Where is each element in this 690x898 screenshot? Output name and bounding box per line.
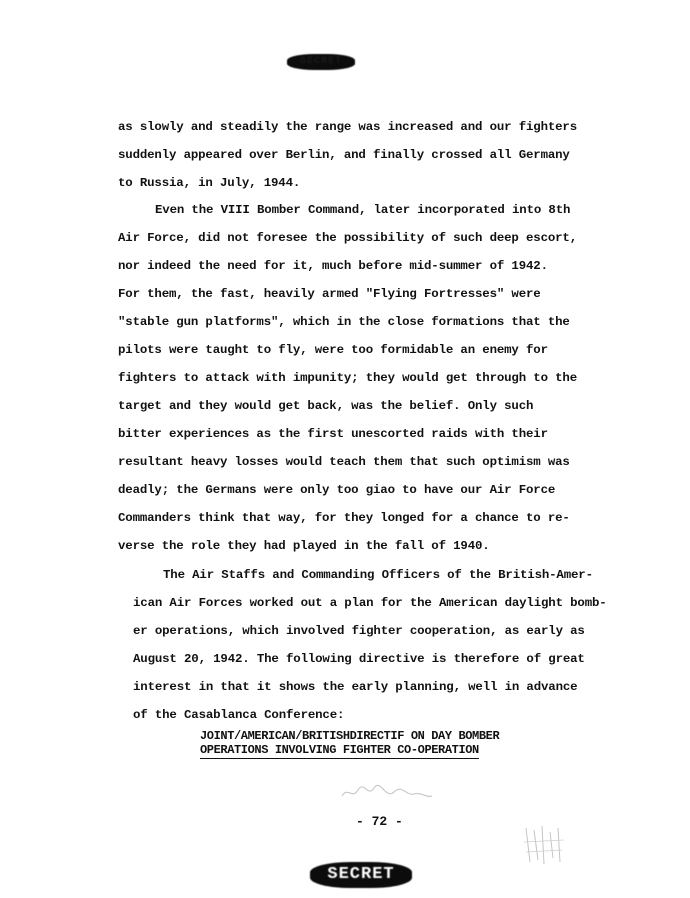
body-line: For them, the fast, heavily armed "Flying Fortresses" were xyxy=(118,287,541,301)
faint-handwritten-mark xyxy=(340,782,435,807)
body-line: deadly; the Germans were only too giao to have our Air Force xyxy=(118,483,556,497)
bottom-stamp-text: SECRET xyxy=(327,865,395,884)
body-line: er operations, which involved fighter cooperation, as early as xyxy=(133,624,585,638)
page-number: - 72 - xyxy=(356,814,403,829)
body-line: fighters to attack with impunity; they would get through to the xyxy=(118,371,577,385)
body-line: The Air Staffs and Commanding Officers of the British-Amer- xyxy=(163,568,593,582)
margin-scribble-mark xyxy=(520,822,570,868)
directive-title-line-2: OPERATIONS INVOLVING FIGHTER CO-OPERATION xyxy=(200,743,479,757)
body-line: pilots were taught to fly, were too formidable an enemy for xyxy=(118,343,548,357)
bottom-secret-stamp xyxy=(310,862,412,888)
body-line: verse the role they had played in the fall of 1940. xyxy=(118,539,490,553)
body-line: "stable gun platforms", which in the close formations that the xyxy=(118,315,570,329)
body-line: August 20, 1942. The following directive is therefore of great xyxy=(133,652,585,666)
body-line: ican Air Forces worked out a plan for the American daylight bomb- xyxy=(133,596,607,610)
body-line: nor indeed the need for it, much before mid-summer of 1942. xyxy=(118,259,548,273)
body-line: as slowly and steadily the range was increased and our fighters xyxy=(118,120,577,134)
body-line: resultant heavy losses would teach them that such optimism was xyxy=(118,455,570,469)
body-line: interest in that it shows the early planning, well in advance xyxy=(133,680,578,694)
body-line: suddenly appeared over Berlin, and finally crossed all Germany xyxy=(118,148,570,162)
body-line: of the Casablanca Conference: xyxy=(133,708,345,722)
body-line: Air Force, did not foresee the possibility of such deep escort, xyxy=(118,231,577,245)
directive-title-line-1: JOINT/AMERICAN/BRITISHDIRECTIF ON DAY BOMBER xyxy=(200,729,500,743)
top-secret-stamp xyxy=(287,54,355,70)
body-line: to Russia, in July, 1944. xyxy=(118,176,301,190)
body-line: target and they would get back, was the belief. Only such xyxy=(118,399,534,413)
body-line: bitter experiences as the first unescorted raids with their xyxy=(118,427,548,441)
top-stamp-text: SECRET xyxy=(299,56,342,67)
body-line: Even the VIII Bomber Command, later incorporated into 8th xyxy=(155,203,571,217)
body-line: Commanders think that way, for they longed for a chance to re- xyxy=(118,511,570,525)
